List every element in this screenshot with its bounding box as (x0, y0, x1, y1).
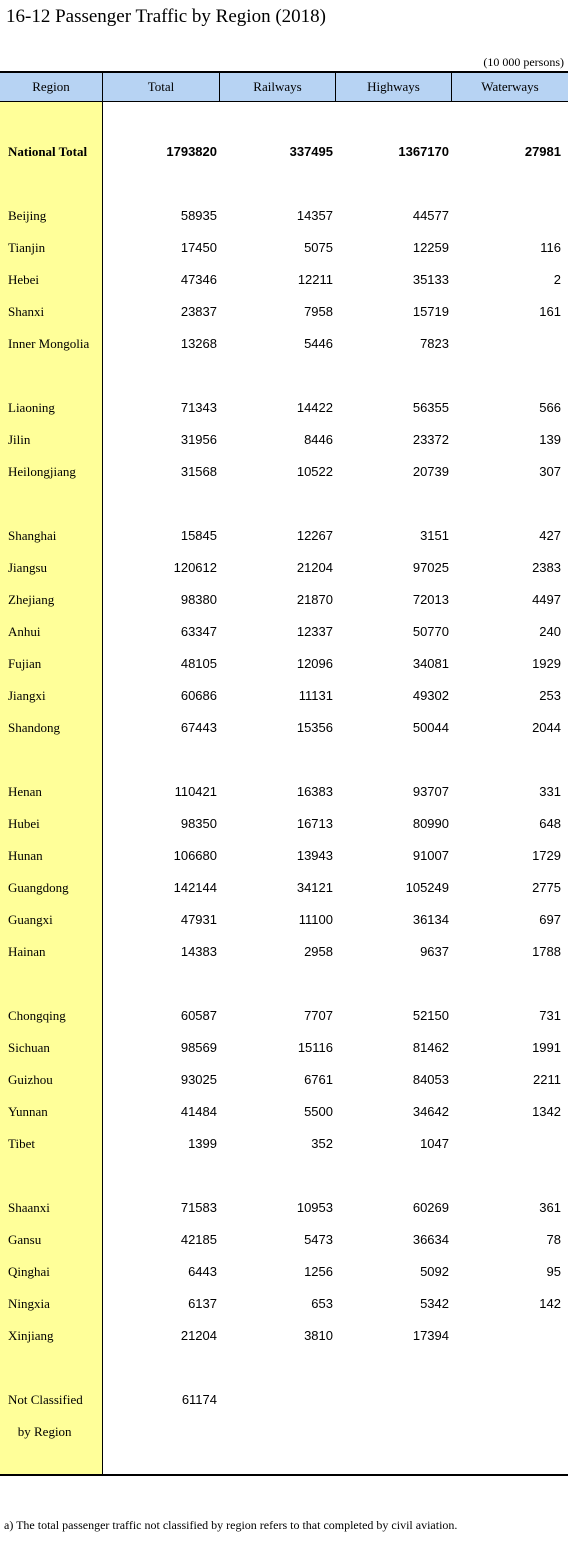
railways-cell: 653 (311, 1296, 333, 1311)
table-row (0, 1192, 568, 1224)
table-row (0, 328, 568, 360)
total-cell: 17450 (180, 240, 217, 255)
railways-cell: 8446 (304, 432, 333, 447)
table-row (0, 616, 568, 648)
highways-cell: 15719 (412, 304, 449, 319)
highways-cell: 50770 (412, 624, 449, 639)
region-cell: Shanxi (8, 304, 45, 319)
table-header (0, 73, 568, 102)
railways-cell: 16383 (296, 784, 333, 799)
table-row (0, 424, 568, 456)
table-row (0, 936, 568, 968)
table-row (0, 1224, 568, 1256)
waterways-cell: 240 (539, 624, 561, 639)
total-cell: 23837 (180, 304, 217, 319)
waterways-cell: 2211 (533, 1072, 561, 1087)
total-cell: 71343 (180, 400, 217, 415)
region-cell: Jiangsu (8, 560, 47, 575)
highways-cell: 84053 (412, 1072, 449, 1087)
railways-cell: 14357 (296, 208, 333, 223)
waterways-cell: 2 (553, 272, 561, 287)
railways-cell: 21204 (296, 560, 333, 575)
waterways-cell: 253 (539, 688, 561, 703)
highways-cell: 36134 (412, 912, 449, 927)
highways-cell: 49302 (412, 688, 449, 703)
railways-cell: 12096 (296, 656, 333, 671)
waterways-cell: 1729 (532, 848, 561, 863)
railways-cell: 15116 (297, 1040, 333, 1055)
railways-cell: 12337 (296, 624, 333, 639)
highways-cell: 7823 (420, 336, 449, 351)
highways-cell: 5342 (420, 1296, 449, 1311)
total-cell: 142144 (173, 880, 217, 895)
railways-cell: 10522 (296, 464, 333, 479)
railways-cell: 5500 (304, 1104, 333, 1119)
table-row (0, 1320, 568, 1352)
waterways-cell: 2775 (532, 880, 561, 895)
railways-cell: 5473 (304, 1232, 333, 1247)
highways-cell: 80990 (412, 816, 449, 831)
railways-cell: 5075 (304, 240, 333, 255)
railways-cell: 7707 (304, 1008, 333, 1023)
table-row (0, 1096, 568, 1128)
table-row (0, 136, 568, 168)
waterways-cell: 566 (539, 400, 561, 415)
header-region: Region (0, 73, 103, 101)
waterways-cell: 697 (539, 912, 561, 927)
railways-cell: 337495 (289, 144, 333, 159)
total-cell: 120612 (173, 560, 217, 575)
total-cell: 93025 (180, 1072, 217, 1087)
railways-cell: 10953 (296, 1200, 333, 1215)
waterways-cell: 1342 (532, 1104, 561, 1119)
waterways-cell: 139 (539, 432, 561, 447)
total-cell: 31956 (180, 432, 217, 447)
table-row (0, 1384, 568, 1416)
waterways-cell: 331 (539, 784, 561, 799)
region-cell: Xinjiang (8, 1328, 54, 1343)
table-row (0, 776, 568, 808)
region-cell: Guangdong (8, 880, 69, 895)
railways-cell: 11100 (298, 912, 333, 927)
unit-label: (10 000 persons) (483, 55, 564, 69)
highways-cell: 20739 (412, 464, 449, 479)
waterways-cell: 1929 (532, 656, 561, 671)
highways-cell: 1367170 (398, 144, 449, 159)
highways-cell: 52150 (412, 1008, 449, 1023)
railways-cell: 11131 (298, 688, 333, 703)
table-row (0, 200, 568, 232)
railways-cell: 5446 (304, 336, 333, 351)
table-row (0, 552, 568, 584)
region-cell: Beijing (8, 208, 47, 223)
region-cell: Chongqing (8, 1008, 66, 1023)
total-cell: 47931 (180, 912, 217, 927)
region-cell: Shaanxi (8, 1200, 50, 1215)
highways-cell: 105249 (405, 880, 449, 895)
region-cell: Tianjin (8, 240, 46, 255)
highways-cell: 5092 (420, 1264, 449, 1279)
table-row (0, 840, 568, 872)
region-cell: Zhejiang (8, 592, 55, 607)
total-cell: 98569 (180, 1040, 217, 1055)
railways-cell: 7958 (304, 304, 333, 319)
table-row (0, 808, 568, 840)
table-row (0, 1416, 568, 1448)
table-row (0, 1256, 568, 1288)
highways-cell: 3151 (420, 528, 449, 543)
region-cell: Hainan (8, 944, 46, 959)
region-cell: Ningxia (8, 1296, 50, 1311)
total-cell: 58935 (180, 208, 217, 223)
table-row (0, 1000, 568, 1032)
total-cell: 98380 (180, 592, 217, 607)
waterways-cell: 142 (539, 1296, 561, 1311)
region-cell: Inner Mongolia (8, 336, 90, 351)
highways-cell: 34081 (412, 656, 449, 671)
total-cell: 63347 (180, 624, 217, 639)
page-title: 16-12 Passenger Traffic by Region (2018) (6, 6, 326, 27)
region-cell: Sichuan (8, 1040, 50, 1055)
region-cell: Jiangxi (8, 688, 46, 703)
total-cell: 67443 (180, 720, 217, 735)
total-cell: 42185 (180, 1232, 217, 1247)
total-cell: 31568 (180, 464, 217, 479)
region-cell: Jilin (8, 432, 31, 447)
region-cell: Gansu (8, 1232, 42, 1247)
region-cell: Not Classified (8, 1392, 83, 1407)
highways-cell: 17394 (412, 1328, 449, 1343)
highways-cell: 50044 (412, 720, 449, 735)
header-highways: Highways (336, 73, 452, 101)
railways-cell: 3810 (304, 1328, 333, 1343)
waterways-cell: 427 (539, 528, 561, 543)
highways-cell: 72013 (412, 592, 449, 607)
region-cell: Yunnan (8, 1104, 48, 1119)
total-cell: 6443 (188, 1264, 217, 1279)
table-row (0, 1064, 568, 1096)
waterways-cell: 116 (540, 240, 561, 255)
region-cell: Hebei (8, 272, 40, 287)
header-total: Total (103, 73, 220, 101)
total-cell: 1399 (188, 1136, 217, 1151)
highways-cell: 56355 (412, 400, 449, 415)
waterways-cell: 4497 (532, 592, 561, 607)
total-cell: 21204 (180, 1328, 217, 1343)
railways-cell: 1256 (304, 1264, 333, 1279)
waterways-cell: 95 (546, 1264, 561, 1279)
region-cell: Heilongjiang (8, 464, 76, 479)
highways-cell: 44577 (412, 208, 449, 223)
total-cell: 60587 (180, 1008, 217, 1023)
highways-cell: 23372 (412, 432, 449, 447)
total-cell: 48105 (180, 656, 217, 671)
table-row (0, 712, 568, 744)
table-row (0, 456, 568, 488)
highways-cell: 91007 (412, 848, 449, 863)
region-cell: Tibet (8, 1136, 35, 1151)
region-cell: Henan (8, 784, 42, 799)
railways-cell: 352 (311, 1136, 333, 1151)
railways-cell: 16713 (296, 816, 333, 831)
waterways-cell: 27981 (524, 144, 561, 159)
waterways-cell: 648 (539, 816, 561, 831)
region-cell: Hubei (8, 816, 40, 831)
waterways-cell: 2383 (532, 560, 561, 575)
table-row (0, 392, 568, 424)
table-row (0, 648, 568, 680)
waterways-cell: 161 (539, 304, 561, 319)
table-row (0, 264, 568, 296)
table-row (0, 232, 568, 264)
total-cell: 47346 (180, 272, 217, 287)
table-row (0, 680, 568, 712)
total-cell: 110421 (174, 784, 217, 799)
railways-cell: 2958 (304, 944, 333, 959)
highways-cell: 36634 (412, 1232, 449, 1247)
waterways-cell: 1788 (532, 944, 561, 959)
railways-cell: 13943 (296, 848, 333, 863)
total-cell: 60686 (180, 688, 217, 703)
header-railways: Railways (220, 73, 336, 101)
region-cell: Hunan (8, 848, 43, 863)
waterways-cell: 307 (539, 464, 561, 479)
total-cell: 6137 (188, 1296, 217, 1311)
highways-cell: 35133 (412, 272, 449, 287)
total-cell: 98350 (180, 816, 217, 831)
waterways-cell: 2044 (532, 720, 561, 735)
railways-cell: 21870 (296, 592, 333, 607)
highways-cell: 34642 (412, 1104, 449, 1119)
region-cell: Anhui (8, 624, 41, 639)
table-row (0, 520, 568, 552)
region-cell: Guizhou (8, 1072, 53, 1087)
region-cell: National Total (8, 144, 88, 159)
region-cell: Shandong (8, 720, 60, 735)
railways-cell: 34121 (296, 880, 333, 895)
table-row (0, 584, 568, 616)
header-waterways: Waterways (481, 79, 539, 94)
table-row (0, 872, 568, 904)
region-cell: Liaoning (8, 400, 55, 415)
region-cell: by Region (8, 1424, 72, 1439)
total-cell: 41484 (180, 1104, 217, 1119)
total-cell: 15845 (180, 528, 217, 543)
table-row (0, 1288, 568, 1320)
region-cell: Fujian (8, 656, 42, 671)
table-row (0, 1128, 568, 1160)
waterways-cell: 361 (539, 1200, 561, 1215)
highways-cell: 60269 (412, 1200, 449, 1215)
total-cell: 61174 (181, 1392, 217, 1407)
total-cell: 14383 (180, 944, 217, 959)
railways-cell: 14422 (296, 400, 333, 415)
railways-cell: 12211 (297, 272, 333, 287)
table-row (0, 904, 568, 936)
highways-cell: 81462 (412, 1040, 449, 1055)
highways-cell: 97025 (412, 560, 449, 575)
railways-cell: 12267 (296, 528, 333, 543)
region-cell: Shanghai (8, 528, 57, 543)
highways-cell: 9637 (420, 944, 449, 959)
table-row (0, 1032, 568, 1064)
data-table (0, 71, 568, 1476)
railways-cell: 6761 (304, 1072, 333, 1087)
highways-cell: 93707 (412, 784, 449, 799)
railways-cell: 15356 (296, 720, 333, 735)
footnote: a) The total passenger traffic not classified by region refers to that completed by civil aviation. (4, 1518, 458, 1532)
waterways-cell: 78 (546, 1232, 561, 1247)
highways-cell: 12259 (412, 240, 449, 255)
region-cell: Qinghai (8, 1264, 50, 1279)
highways-cell: 1047 (420, 1136, 449, 1151)
table-row (0, 296, 568, 328)
total-cell: 71583 (180, 1200, 217, 1215)
total-cell: 1793820 (166, 144, 217, 159)
total-cell: 13268 (180, 336, 217, 351)
total-cell: 106680 (173, 848, 217, 863)
region-cell: Guangxi (8, 912, 53, 927)
waterways-cell: 1991 (532, 1040, 561, 1055)
waterways-cell: 731 (539, 1008, 561, 1023)
